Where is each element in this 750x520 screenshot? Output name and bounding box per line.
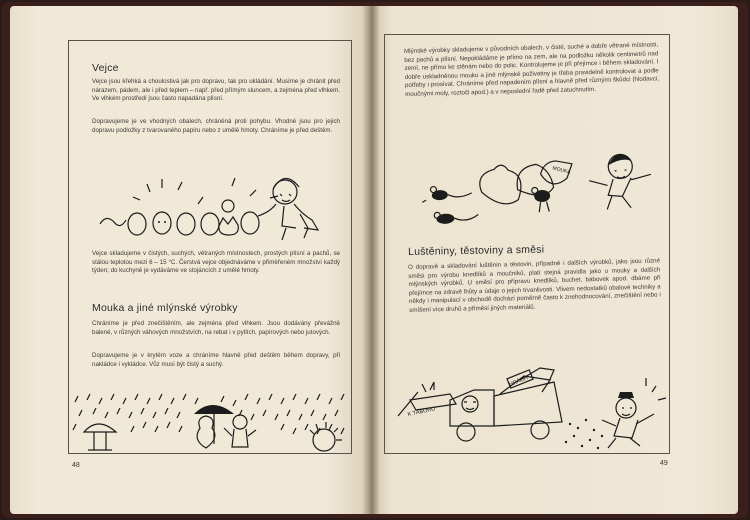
eggs-paragraph-3: Vejce skladujeme v čistých, suchých, větraných místnostech, prostých plísní a pachů, se stálou teplotou mezi 6 – 15 °C. Čerstvá vejce objednáváme v přiměřeném množství každý týden; do kuchyně je vydáváme ve stojáncích z umělé hmoty. bbox=[92, 250, 340, 275]
rain-illustration bbox=[74, 392, 348, 454]
page-number-right: 49 bbox=[660, 460, 668, 467]
right-page bbox=[370, 6, 738, 514]
flour-storage-paragraph: Mlýnské výrobky skladujeme v původních obalech, v čisté, suché a dobře větrané místnosti, bez pachů a plísní. Nepokládáme je přímo na zem, ale na podložku několik centimetrů nad zemí, ne přímo ke stěnám nebo do polic. Kontrolujeme je při přejímce i během skladování. I dobře uskladněnou mouku a jiné mlýnské poživatiny je třeba pravidelně kontrolovat a podle potřeby i prosívat. Chráníme před napadením plísní a hlavně před různými škůdci (hlodavci, moučnými moly, roztoči apod.) a v neposlední řadě před zatuchnutím. bbox=[404, 41, 659, 98]
legumes-paragraph: O dopravě a skladování luštěnin a těstovin, případně i dalších výrobků, jako jsou různé směsi pro výrobu knedlíků a moučníků, platí stejná pravidla jako u mouky a dalších mlýnských výrobků. U směsí pro přípravu knedlíků, buchet, bábovek apod. dbáme při přejímce na zdravé lhůty a údaje o jejich trvanlivosti. Vlivem nedostatků obalové techniky a někdy i manipulací v obchodě dochází poměrně často k znehodnocování, znečištění nebo i smíšení více druhů a příměsí jiných materiálů. bbox=[408, 257, 661, 314]
section-title-eggs: Vejce bbox=[92, 62, 119, 74]
flour-bag-label: MOUKA bbox=[551, 165, 572, 176]
section-title-flour: Mouka a jiné mlýnské výrobky bbox=[92, 302, 238, 314]
eggs-paragraph-2: Dopravujeme je ve vhodných obalech, chráněná proti pohybu. Vhodné jsou pro jejich dopravu podložky z tvarovaného papíru nebo z umělé hmoty. Chráníme je před deštěm. bbox=[92, 118, 340, 134]
eggs-paragraph-1: Vejce jsou křehká a choulostivá jak pro dopravu, tak pro ukládání. Musíme je chránit před nárazem, pádem, ale i před teplem – např. před přímým sluncem, a zejména před vlhkem. Ve vlhkém prostředí jsou často napadána plísní. bbox=[92, 78, 340, 103]
page-number-left: 48 bbox=[72, 462, 80, 469]
mice-illustration bbox=[422, 154, 662, 232]
flour-paragraph-1: Chráníme je před znečištěním, ale zejména před vlhkem. Jsou dodávány převážně balené, v různých váhových množstvích, na rebat i v pytlích, papírových nebo jutových. bbox=[92, 320, 340, 336]
book-spine bbox=[362, 6, 380, 514]
crate-sign-label: HRÁCH bbox=[508, 375, 529, 389]
left-page bbox=[10, 6, 370, 514]
flour-paragraph-2: Dopravujeme je v krytém voze a chráníme hlavně před deštěm během dopravy, při nakládce i vykládce. Vůz musí být čistý a suchý. bbox=[92, 352, 340, 368]
eggs-illustration bbox=[100, 174, 345, 244]
truck-illustration bbox=[390, 356, 670, 456]
road-sign-label: K TÁBORU bbox=[407, 406, 436, 418]
section-title-legumes: Luštěniny, těstoviny a směsi bbox=[408, 243, 545, 258]
